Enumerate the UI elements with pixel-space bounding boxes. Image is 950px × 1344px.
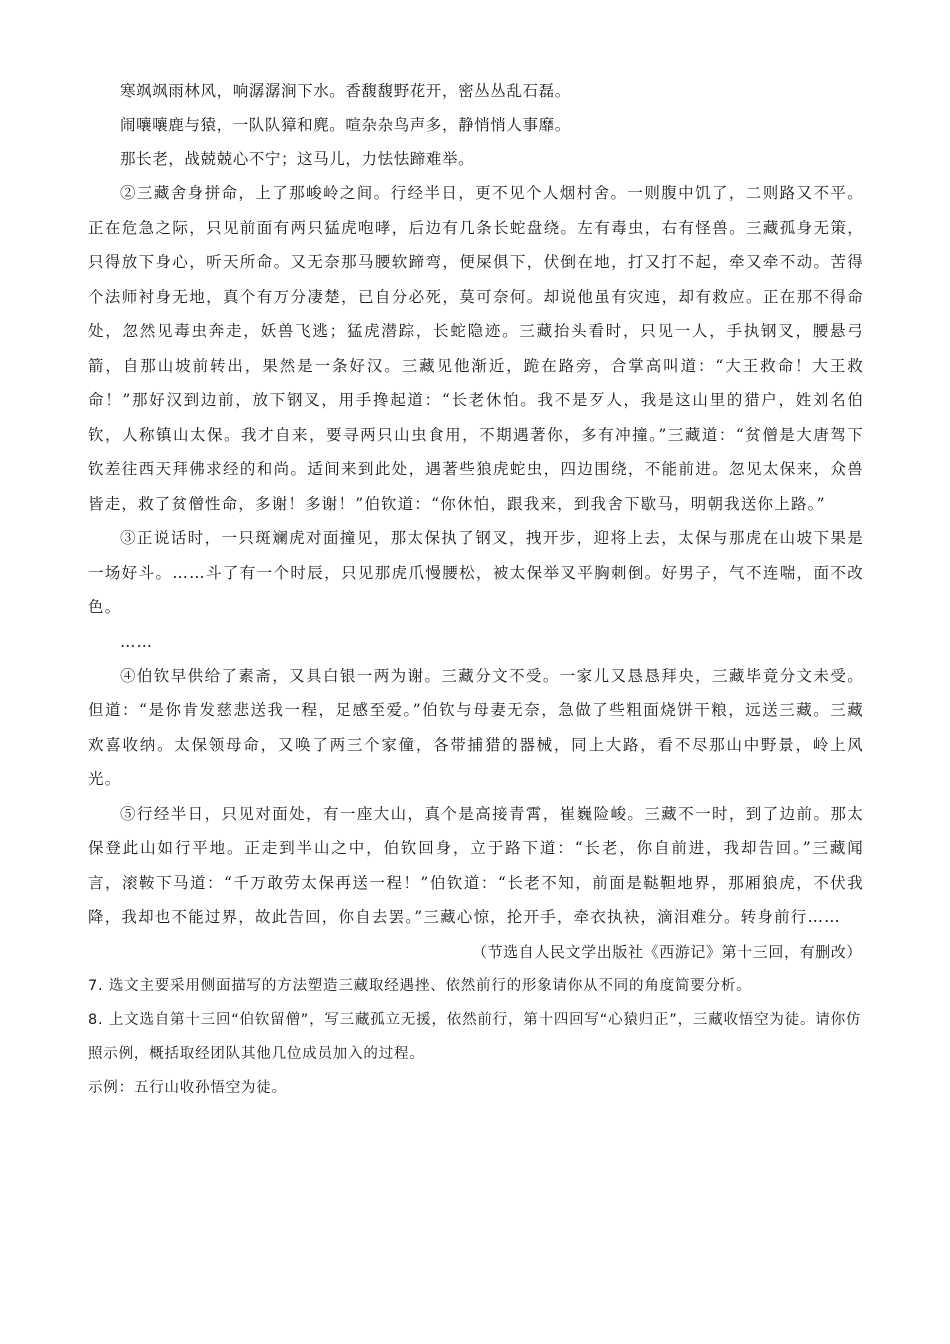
question-8: 8. 上文选自第十三回“伯钦留僧”，写三藏孤立无援，依然前行，第十四回写“心猿归正”，三藏收悟空为徒。请你仿照示例，概括取经团队其他几位成员加入的过程。 [88, 1011, 862, 1062]
poem-block [88, 74, 864, 176]
source-citation: （节选自人民文学出版社《西游记》第十三回，有删改） [471, 942, 862, 961]
document-page [88, 74, 864, 1105]
paragraph-4: ④伯钦早供给了素斋，又具白银一两为谢。三藏分文不受。一家儿又恳恳拜央，三藏毕竟分文未受。但道：“是你肯发慈悲送我一程，足感至爱。”伯钦与母妻无奈，急做了些粗面烧饼干粮，远送三藏。三藏欢喜收纳。太保领母命，又唤了两三个家僮，各带捕猎的器械，同上大路，看不尽那山中野景，岭上风光。 [88, 666, 864, 788]
poem-line: 那长老，战兢兢心不宁；这马儿，力怯怯蹄难举。 [120, 150, 475, 168]
example-line: 示例：五行山收孙悟空为徒。 [88, 1079, 287, 1096]
paragraph-2: ②三藏舍身拼命，上了那峻岭之间。行经半日，更不见个人烟村舍。一则腹中饥了，二则路又不平。正在危急之际，只见前面有两只猛虎咆哮，后边有几条长蛇盘绕。左有毒虫，右有怪兽。三藏孤身无策，只得放下身心，听天所命。又无奈那马腰软蹄弯，便屎俱下，伏倒在地，打又打不起，牵又牵不动。苦得个法师衬身无地，真个有万分凄楚，已自分必死，莫可奈何。却说他虽有灾迍，却有救应。正在那不得命处，忽然见毒虫奔走，妖兽飞逃；猛虎潜踪，长蛇隐迹。三藏抬头看时，只见一人，手执钢叉，腰悬弓箭，自那山坡前转出，果然是一条好汉。三藏见他渐近，跪在路旁，合掌高叫道：“大王救命！大王救命！”那好汉到边前，放下钢叉，用手搀起道：“长老休怕。我不是歹人，我是这山里的猎户，姓刘名伯钦，人称镇山太保。我才自来，要寻两只山虫食用，不期遇著你，多有冲撞。”三藏道：“贫僧是大唐驾下钦差往西天拜佛求经的和尚。适间来到此处，遇著些狼虎蛇虫，四边围绕，不能前进。忽见太保来，众兽皆走，救了贫僧性命，多谢！多谢！”伯钦道：“你休怕，跟我来，到我舍下歇马，明朝我送你上路。” [88, 184, 864, 513]
omission-ellipsis: …… [120, 632, 153, 651]
paragraph-5: ⑤行经半日，只见对面处，有一座大山，真个是高接青霄，崔巍险峻。三藏不一时，到了边前。那太保登此山如行平地。正走到半山之中，伯钦回身，立于路下道：“长老，你自前进，我却告回。”三藏闻言，滚鞍下马道：“千万敢劳太保再送一程！”伯钦道：“长老不知，前面是鞑靼地界，那厢狼虎，不伏我降，我却也不能过界，故此告回，你自去罢。”三藏心惊，抡开手，牵衣执袂，滴泪难分。转身前行…… [88, 804, 864, 926]
poem-line: 寒飒飒雨林风，响潺潺涧下水。香馥馥野花开，密丛丛乱石磊。 [120, 82, 571, 100]
question-7: 7. 选文主要采用侧面描写的方法塑造三藏取经遇挫、依然前行的形象请你从不同的角度简要分析。 [88, 977, 752, 994]
paragraph-3: ③正说话时，一只斑斓虎对面撞见，那太保执了钢叉，拽开步，迎将上去，太保与那虎在山坡下果是一场好斗。……斗了有一个时辰，只见那虎爪慢腰松，被太保举叉平胸刺倒。好男子，气不连喘，面不改色。 [88, 529, 864, 616]
poem-line: 闹嚷嚷鹿与猿，一队队獐和麂。喧杂杂鸟声多，静悄悄人事靡。 [120, 116, 571, 134]
